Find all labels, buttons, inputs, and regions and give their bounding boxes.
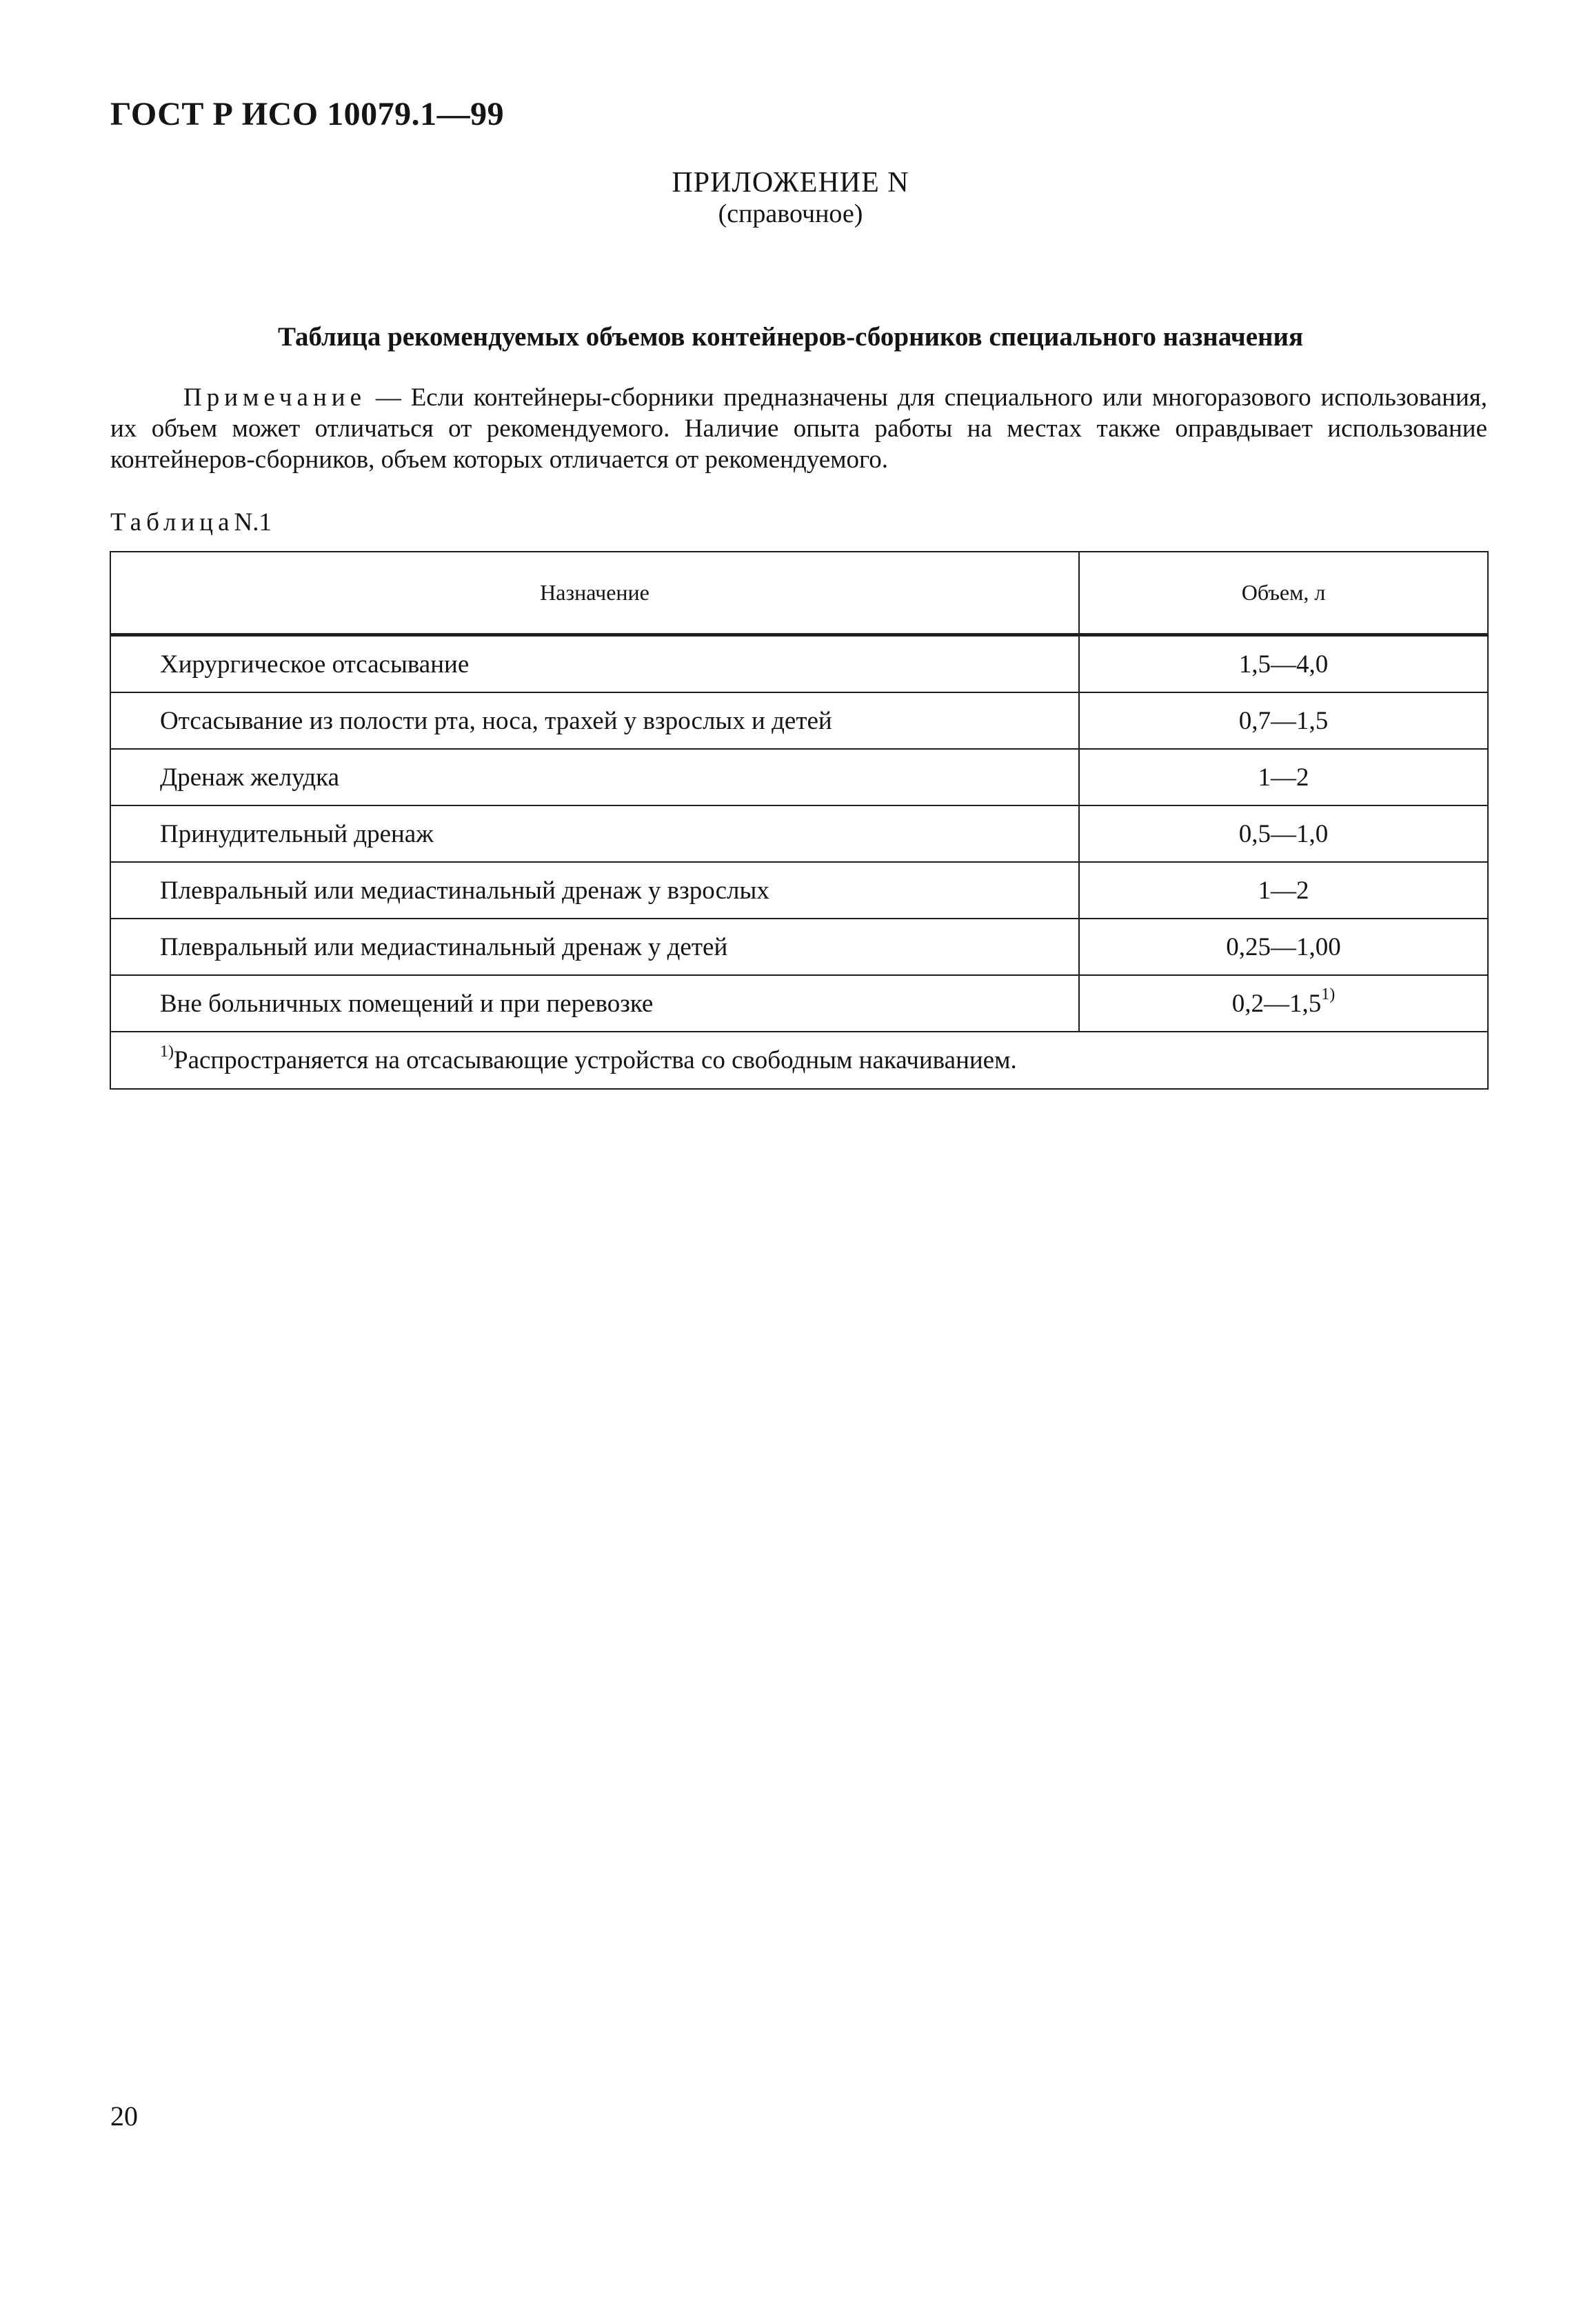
note-paragraph	[110, 382, 1487, 475]
table-caption-word: Таблица	[110, 508, 234, 537]
footnote-text: Распространяется на отсасывающие устройства со свободным накачиванием.	[174, 1046, 1017, 1074]
volume-cell: 0,25—1,00	[1079, 919, 1488, 975]
table-row	[110, 635, 1488, 693]
table-header-row	[110, 552, 1488, 635]
table-footnote-row	[110, 1032, 1488, 1089]
volume-cell: 1,5—4,0	[1079, 635, 1488, 693]
table-row	[110, 805, 1488, 862]
volume-cell: 0,5—1,0	[1079, 805, 1488, 862]
volume-cell	[1079, 975, 1488, 1032]
column-header-volume: Объем, л	[1079, 552, 1488, 635]
table-row	[110, 692, 1488, 749]
column-header-purpose: Назначение	[110, 552, 1079, 635]
appendix-subtitle: (справочное)	[718, 199, 863, 228]
volume-value: 0,2—1,5	[1231, 989, 1322, 1018]
volumes-table	[110, 551, 1489, 1090]
section-title: Таблица рекомендуемых объемов контейнеров-сборников специального назначения	[277, 322, 1304, 352]
purpose-cell: Отсасывание из полости рта, носа, трахей у взрослых и детей	[110, 692, 1079, 749]
document-code: ГОСТ Р ИСО 10079.1—99	[110, 96, 505, 132]
appendix-title: ПРИЛОЖЕНИЕ N	[672, 167, 909, 199]
table-caption	[110, 508, 272, 537]
table-row	[110, 862, 1488, 919]
purpose-cell: Плевральный или медиастинальный дренаж у взрослых	[110, 862, 1079, 919]
purpose-cell: Дренаж желудка	[110, 749, 1079, 805]
purpose-cell: Вне больничных помещений и при перевозке	[110, 975, 1079, 1032]
note-dash: —	[366, 383, 411, 412]
table-row	[110, 975, 1488, 1032]
table-row	[110, 749, 1488, 805]
table-footnote	[110, 1032, 1488, 1089]
footnote-reference: 1)	[1321, 985, 1336, 1004]
volume-cell: 1—2	[1079, 862, 1488, 919]
note-label: Примечание	[183, 383, 366, 412]
purpose-cell: Принудительный дренаж	[110, 805, 1079, 862]
page-number: 20	[110, 2101, 138, 2132]
purpose-cell: Плевральный или медиастинальный дренаж у детей	[110, 919, 1079, 975]
footnote-mark: 1)	[160, 1042, 174, 1061]
note-text: Если контейнеры-сборники предназначены для специального или многоразового использования, их объем может отличаться от рекомендуемого. Наличие опыта работы на местах также оправдывает использование контейнеров-сборников, объем которых отличается от рекомендуемого.	[110, 383, 1488, 474]
volume-cell: 1—2	[1079, 749, 1488, 805]
purpose-cell: Хирургическое отсасывание	[110, 635, 1079, 693]
table-row	[110, 919, 1488, 975]
table-caption-number: N.1	[234, 508, 272, 537]
volume-cell: 0,7—1,5	[1079, 692, 1488, 749]
